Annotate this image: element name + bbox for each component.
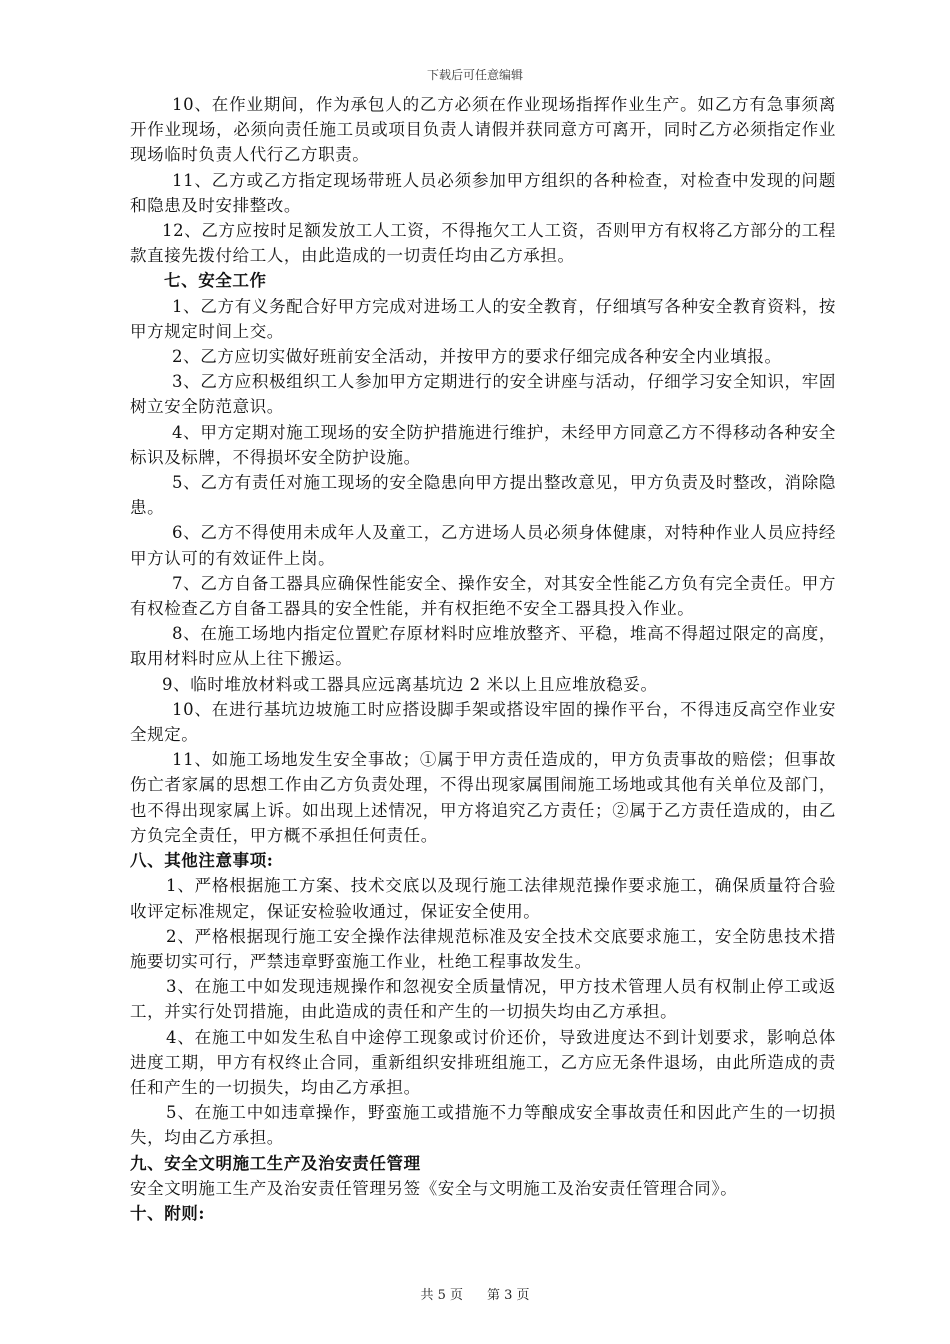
clause-paragraph: 5、在施工中如违章操作，野蛮施工或措施不力等酿成安全事故责任和因此产生的一切损失，均由乙方承担。: [130, 1103, 836, 1148]
section-heading: 十、附则:: [130, 1203, 206, 1223]
clause-paragraph: 11、如施工场地发生安全事故；①属于甲方责任造成的，甲方负责事故的赔偿；但事故伤亡者家属的思想工作由乙方负责处理，不得出现家属围闹施工场地或其他有关单位及部门，也不得出现家属上诉。如出现上述情况，甲方将追究乙方责任；②属于乙方责任造成的，由乙方负完全责任，甲方概不承担任何责任。: [130, 750, 836, 845]
page-header: 下载后可任意编辑: [426, 68, 523, 82]
clause-paragraph: 1、严格根据施工方案、技术交底以及现行施工法律规范操作要求施工，确保质量符合验收评定标准规定，保证安检验收通过，保证安全使用。: [130, 876, 836, 921]
clause-paragraph: 10、在作业期间，作为承包人的乙方必须在作业现场指挥作业生产。如乙方有急事须离开作业现场，必须向责任施工员或项目负责人请假并获同意方可离开，同时乙方必须指定作业现场临时负责人代行乙方职责。: [130, 95, 836, 165]
clause-paragraph: 10、在进行基坑边坡施工时应搭设脚手架或搭设牢固的操作平台，不得违反高空作业安全规定。: [130, 699, 836, 745]
clause-paragraph: 4、在施工中如发生私自中途停工现象或讨价还价，导致进度达不到计划要求，影响总体进度工期，甲方有权终止合同，重新组织安排班组施工，乙方应无条件退场，由此所造成的责任和产生的一切损失，均由乙方承担。: [130, 1027, 836, 1097]
clause-paragraph: 6、乙方不得使用未成年人及童工，乙方进场人员必须身体健康，对特种作业人员应持经甲方认可的有效证件上岗。: [130, 523, 836, 568]
clause-paragraph: 2、乙方应切实做好班前安全活动，并按甲方的要求仔细完成各种安全内业填报。: [172, 347, 782, 367]
clause-paragraph: 12、乙方应按时足额发放工人工资，不得拖欠工人工资，否则甲方有权将乙方部分的工程款直接先拨付给工人，由此造成的一切责任均由乙方承担。: [130, 221, 836, 266]
page-current: 第 3 页: [487, 1288, 530, 1303]
section-heading: 八、其他注意事项:: [130, 851, 274, 871]
clause-paragraph: 7、乙方自备工器具应确保性能安全、操作安全，对其安全性能乙方负有完全责任。甲方有权检查乙方自备工器具的安全性能，并有权拒绝不安全工器具投入作业。: [130, 573, 836, 619]
clause-paragraph: 11、乙方或乙方指定现场带班人员必须参加甲方组织的各种检查，对检查中发现的问题和隐患及时安排整改。: [130, 170, 836, 215]
document-body: [130, 92, 836, 1226]
section-heading: 九、安全文明施工生产及治安责任管理: [130, 1153, 421, 1173]
clause-paragraph: 1、乙方有义务配合好甲方完成对进场工人的安全教育，仔细填写各种安全教育资料，按甲方规定时间上交。: [130, 296, 836, 341]
clause-paragraph: 2、严格根据现行施工安全操作法律规范标准及安全技术交底要求施工，安全防患技术措施要切实可行，严禁违章野蛮施工作业，杜绝工程事故发生。: [130, 926, 836, 971]
clause-paragraph: 3、乙方应积极组织工人参加甲方定期进行的安全讲座与活动，仔细学习安全知识，牢固树立安全防范意识。: [130, 372, 836, 417]
clause-paragraph: 5、乙方有责任对施工现场的安全隐患向甲方提出整改意见，甲方负责及时整改，消除隐患。: [130, 473, 836, 518]
clause-paragraph: 9、临时堆放材料或工器具应远离基坑边 2 米以上且应堆放稳妥。: [162, 674, 658, 694]
clause-paragraph: 4、甲方定期对施工现场的安全防护措施进行维护，未经甲方同意乙方不得移动各种安全标识及标牌，不得损坏安全防护设施。: [130, 422, 836, 467]
page-footer: [0, 1284, 950, 1303]
clause-paragraph: 安全文明施工生产及治安责任管理另签《安全与文明施工及治安责任管理合同》。: [130, 1178, 738, 1198]
page-total: 共 5 页: [420, 1288, 463, 1303]
clause-paragraph: 3、在施工中如发现违规操作和忽视安全质量情况，甲方技术管理人员有权制止停工或返工，并实行处罚措施，由此造成的责任和产生的一切损失均由乙方承担。: [130, 977, 836, 1022]
clause-paragraph: 8、在施工场地内指定位置贮存原材料时应堆放整齐、平稳，堆高不得超过限定的高度，取用材料时应从上往下搬运。: [130, 624, 836, 669]
section-heading: 七、安全工作: [164, 271, 267, 291]
